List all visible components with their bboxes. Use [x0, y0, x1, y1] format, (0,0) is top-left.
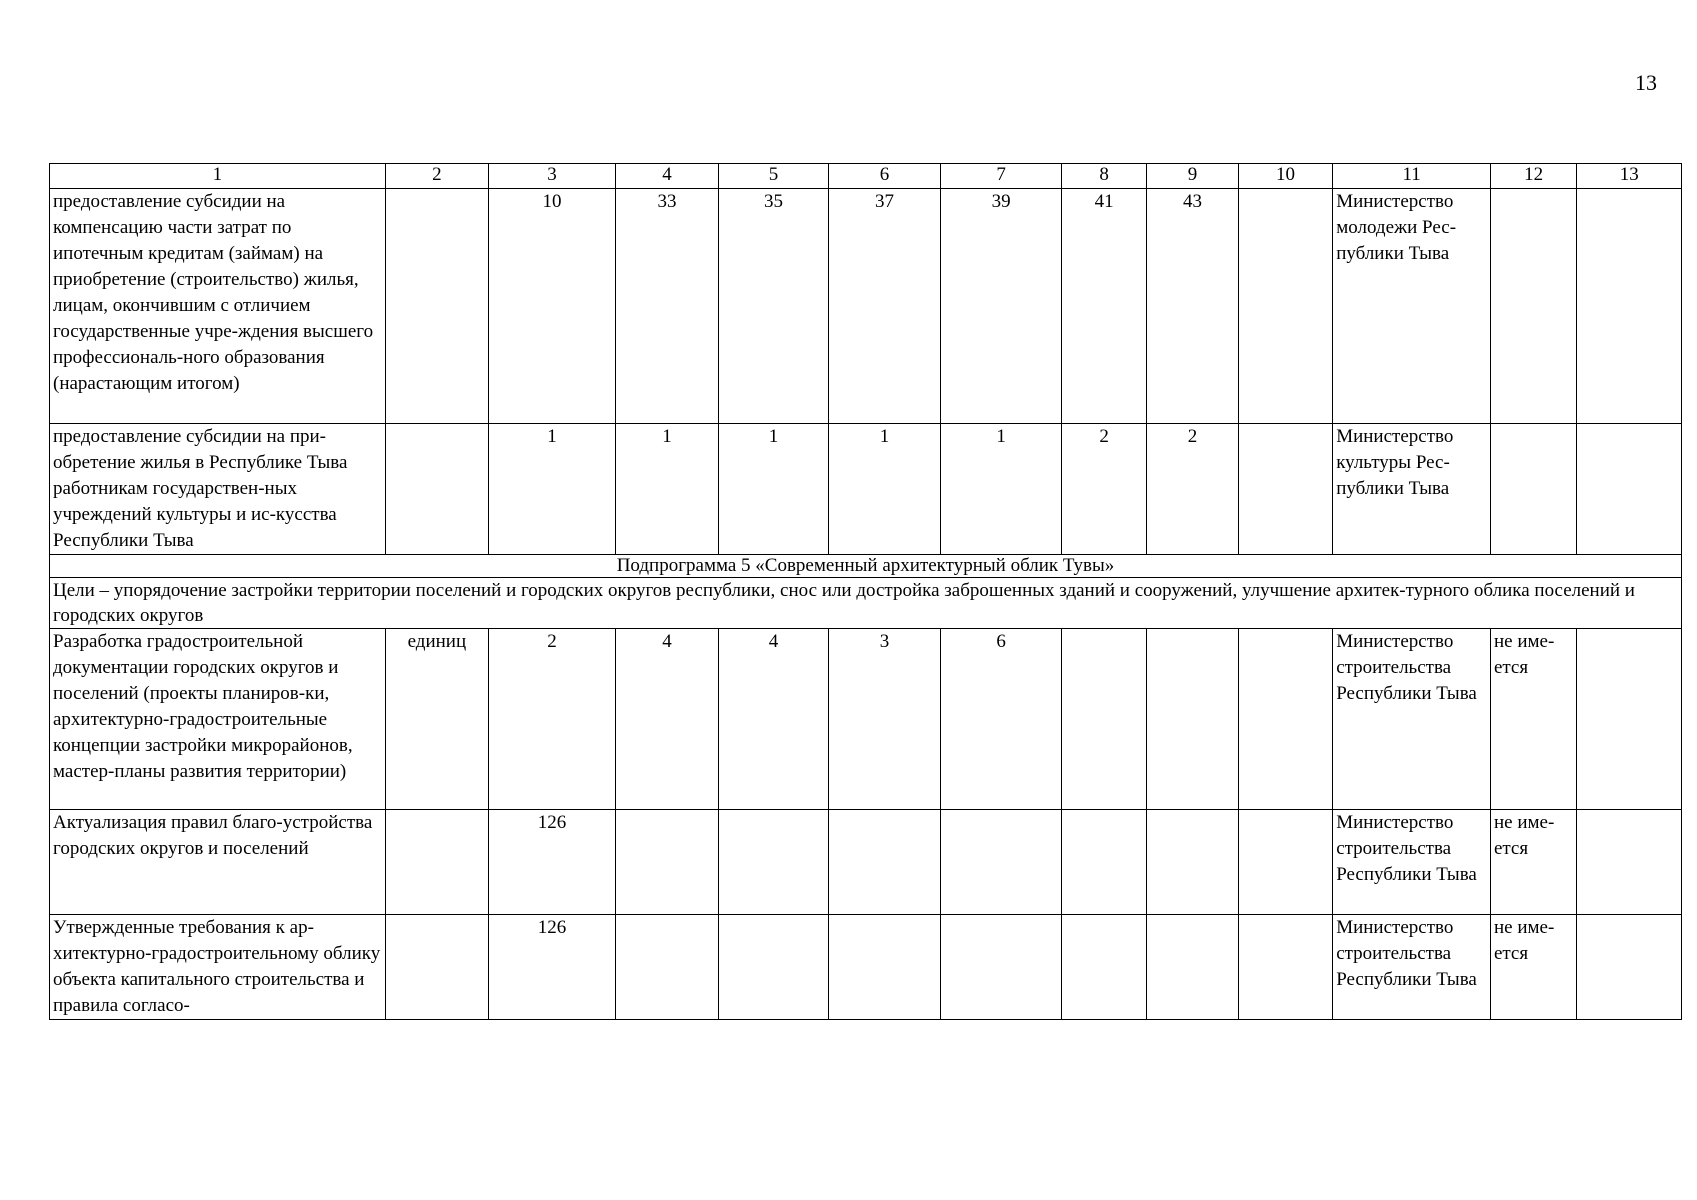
- indicator-name: Актуализация правил благо-устройства городских округов и поселений: [50, 810, 386, 915]
- value-cell: [941, 810, 1062, 915]
- column-header: 4: [615, 164, 719, 189]
- column-header: 8: [1061, 164, 1146, 189]
- subprogram-title: Подпрограмма 5 «Современный архитектурный облик Тувы»: [50, 555, 1682, 578]
- column-header: 12: [1490, 164, 1576, 189]
- table-row: [50, 629, 1682, 810]
- value-cell: 41: [1061, 189, 1146, 424]
- value-cell: 126: [489, 915, 616, 1020]
- value-cell: [1238, 810, 1332, 915]
- responsible-cell: Министерство культуры Рес-публики Тыва: [1333, 424, 1491, 555]
- extra-cell: [1577, 629, 1682, 810]
- note-cell: [1490, 189, 1576, 424]
- goals-row: [50, 578, 1682, 629]
- value-cell: [1147, 915, 1238, 1020]
- value-cell: 4: [719, 629, 829, 810]
- table-row: [50, 915, 1682, 1020]
- responsible-cell: Министерство строительства Республики Тыва: [1333, 810, 1491, 915]
- table-row: [50, 810, 1682, 915]
- unit-cell: [385, 424, 489, 555]
- column-header: 9: [1147, 164, 1238, 189]
- value-cell: [828, 915, 941, 1020]
- value-cell: [1238, 629, 1332, 810]
- value-cell: 1: [489, 424, 616, 555]
- extra-cell: [1577, 915, 1682, 1020]
- value-cell: [1238, 915, 1332, 1020]
- responsible-cell: Министерство молодежи Рес-публики Тыва: [1333, 189, 1491, 424]
- value-cell: [941, 915, 1062, 1020]
- note-cell: не име-ется: [1490, 810, 1576, 915]
- value-cell: [1061, 915, 1146, 1020]
- value-cell: [615, 810, 719, 915]
- column-header: 6: [828, 164, 941, 189]
- value-cell: 3: [828, 629, 941, 810]
- value-cell: 6: [941, 629, 1062, 810]
- indicator-name: предоставление субсидии на компенсацию части затрат по ипотечным кредитам (займам) на приобретение (строительство) жилья, лицам, окончившим с отличием государственные учре-ждения высшего профессиональ-ного образования (нарастающим итогом): [50, 189, 386, 424]
- note-cell: не име-ется: [1490, 629, 1576, 810]
- unit-cell: [385, 915, 489, 1020]
- unit-cell: единиц: [385, 629, 489, 810]
- value-cell: [1147, 810, 1238, 915]
- value-cell: [1061, 629, 1146, 810]
- extra-cell: [1577, 424, 1682, 555]
- indicator-name: Разработка градостроительной документации городских округов и поселений (проекты планиров-ки, архитектурно-градостроительные концепции застройки микрорайонов, мастер-планы развития территории): [50, 629, 386, 810]
- responsible-cell: Министерство строительства Республики Тыва: [1333, 629, 1491, 810]
- table-row: [50, 189, 1682, 424]
- value-cell: 35: [719, 189, 829, 424]
- column-header: 7: [941, 164, 1062, 189]
- value-cell: [615, 915, 719, 1020]
- extra-cell: [1577, 810, 1682, 915]
- value-cell: 37: [828, 189, 941, 424]
- unit-cell: [385, 189, 489, 424]
- value-cell: [1061, 810, 1146, 915]
- column-header: 13: [1577, 164, 1682, 189]
- extra-cell: [1577, 189, 1682, 424]
- unit-cell: [385, 810, 489, 915]
- indicator-name: предоставление субсидии на при-обретение жилья в Республике Тыва работникам государствен-ных учреждений культуры и ис-кусства Республики Тыва: [50, 424, 386, 555]
- column-header: 1: [50, 164, 386, 189]
- value-cell: [719, 915, 829, 1020]
- note-cell: [1490, 424, 1576, 555]
- value-cell: [828, 810, 941, 915]
- value-cell: 1: [828, 424, 941, 555]
- table-row: [50, 424, 1682, 555]
- indicator-name: Утвержденные требования к ар-хитектурно-градостроительному облику объекта капитального строительства и правила согласо-: [50, 915, 386, 1020]
- value-cell: 10: [489, 189, 616, 424]
- responsible-cell: Министерство строительства Республики Тыва: [1333, 915, 1491, 1020]
- column-header: 10: [1238, 164, 1332, 189]
- value-cell: 2: [1147, 424, 1238, 555]
- page-number: 13: [1635, 70, 1657, 95]
- value-cell: 4: [615, 629, 719, 810]
- column-header: 5: [719, 164, 829, 189]
- value-cell: 2: [489, 629, 616, 810]
- value-cell: 39: [941, 189, 1062, 424]
- value-cell: 126: [489, 810, 616, 915]
- value-cell: [1147, 629, 1238, 810]
- value-cell: 2: [1061, 424, 1146, 555]
- value-cell: 43: [1147, 189, 1238, 424]
- value-cell: 1: [941, 424, 1062, 555]
- column-header: 11: [1333, 164, 1491, 189]
- indicators-table: [49, 163, 1682, 1020]
- subprogram-row: [50, 555, 1682, 578]
- value-cell: 1: [719, 424, 829, 555]
- value-cell: 33: [615, 189, 719, 424]
- goals-text: Цели – упорядочение застройки территории поселений и городских округов республики, снос или достройка заброшенных зданий и сооружений, улучшение архитек-турного облика поселений и городских округов: [50, 578, 1682, 629]
- column-header: 2: [385, 164, 489, 189]
- value-cell: [719, 810, 829, 915]
- value-cell: [1238, 189, 1332, 424]
- note-cell: не име-ется: [1490, 915, 1576, 1020]
- column-header-row: [50, 164, 1682, 189]
- column-header: 3: [489, 164, 616, 189]
- value-cell: 1: [615, 424, 719, 555]
- value-cell: [1238, 424, 1332, 555]
